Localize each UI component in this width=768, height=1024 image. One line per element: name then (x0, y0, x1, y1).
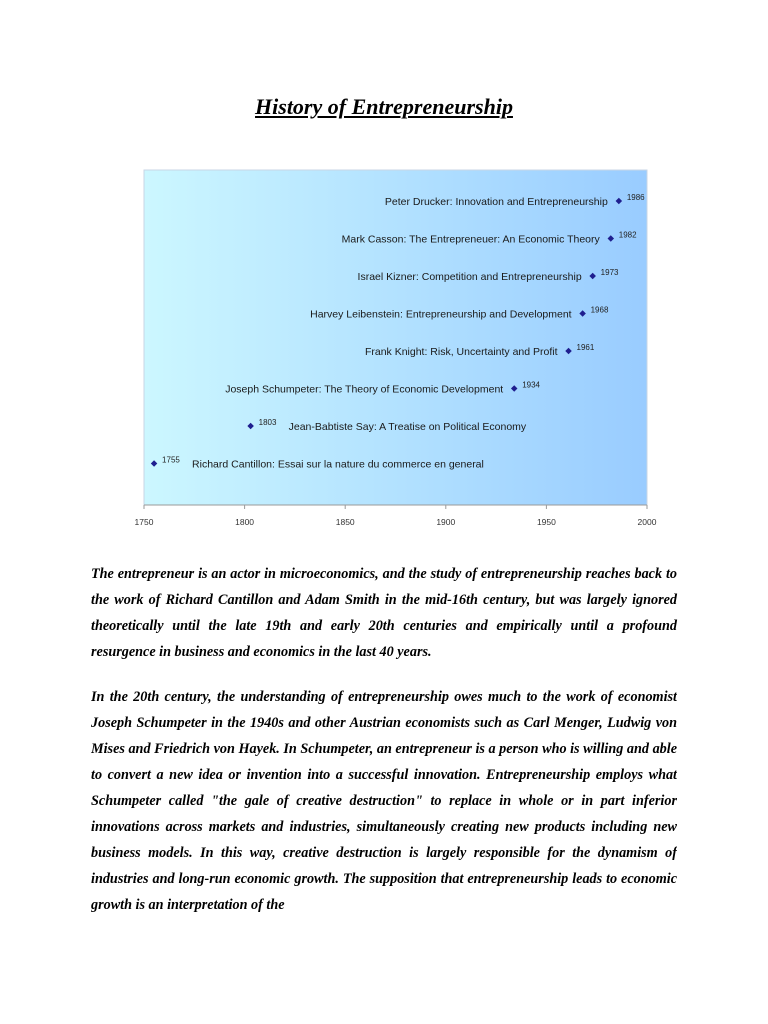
x-tick-label: 1950 (536, 517, 556, 527)
data-point-year-label: 1755 (162, 455, 180, 465)
data-point-label: Joseph Schumpeter: The Theory of Economic Development (225, 383, 504, 396)
data-point-label: Richard Cantillon: Essai sur la nature du commerce en general (192, 458, 484, 471)
data-point-label: Frank Knight: Risk, Uncertainty and Profit (364, 346, 558, 358)
x-tick-label: 2000 (637, 517, 657, 527)
paragraph-2: In the 20th century, the understanding of entrepreneurship owes much to the work of economist Joseph Schumpeter in the 1940s and other Austrian economists such as Carl Menger, Ludwig von Mises and Friedrich von Hayek. In Schumpeter, an entrepreneur is a person who is willing and able to convert a new idea or invention into a successful innovation. Entrepreneurship employs what Schumpeter called "the gale of creative destruction" to replace in whole or in part inferior innovations across markets and industries, simultaneously creating new products including new business models. In this way, creative destruction is largely responsible for the dynamism of industries and long-run economic growth. The supposition that entrepreneurship leads to economic growth is an interpretation of the (91, 689, 677, 913)
page-title: History of Entrepreneurship (255, 94, 513, 119)
plot-area (144, 170, 647, 505)
data-point-year-label: 1803 (258, 418, 277, 427)
data-point-year-label: 1973 (600, 268, 619, 277)
timeline-chart-svg (118, 165, 658, 535)
x-tick-label: 1900 (436, 517, 456, 527)
x-tick-label: 1800 (235, 517, 255, 527)
data-point-label: Mark Casson: The Entrepreneuer: An Economic Theory (341, 233, 600, 246)
data-point-label: Peter Drucker: Innovation and Entrepreneurship (384, 196, 608, 208)
x-tick-label: 1850 (335, 517, 355, 527)
x-tick-label: 1750 (134, 517, 154, 527)
timeline-chart (118, 165, 658, 535)
data-point-label: Israel Kizner: Competition and Entrepreneurship (357, 271, 582, 283)
data-point-year-label: 1986 (626, 193, 645, 202)
data-point-year-label: 1982 (618, 230, 637, 240)
data-point-year-label: 1968 (590, 305, 609, 315)
data-point-label: Jean-Babtiste Say: A Treatise on Political Economy (288, 421, 527, 433)
paragraph-1: The entrepreneur is an actor in microeconomics, and the study of entrepreneurship reaches back to the work of Richard Cantillon and Adam Smith in the mid-16th century, but was largely ignored theoretically until the late 19th and early 20th centuries and empirically until a profound resurgence in business and economics in the last 40 years. (91, 566, 677, 660)
data-point-label: Harvey Leibenstein: Entrepreneurship and Development (310, 308, 572, 321)
data-point-year-label: 1961 (576, 343, 595, 352)
data-point-year-label: 1934 (522, 380, 541, 390)
